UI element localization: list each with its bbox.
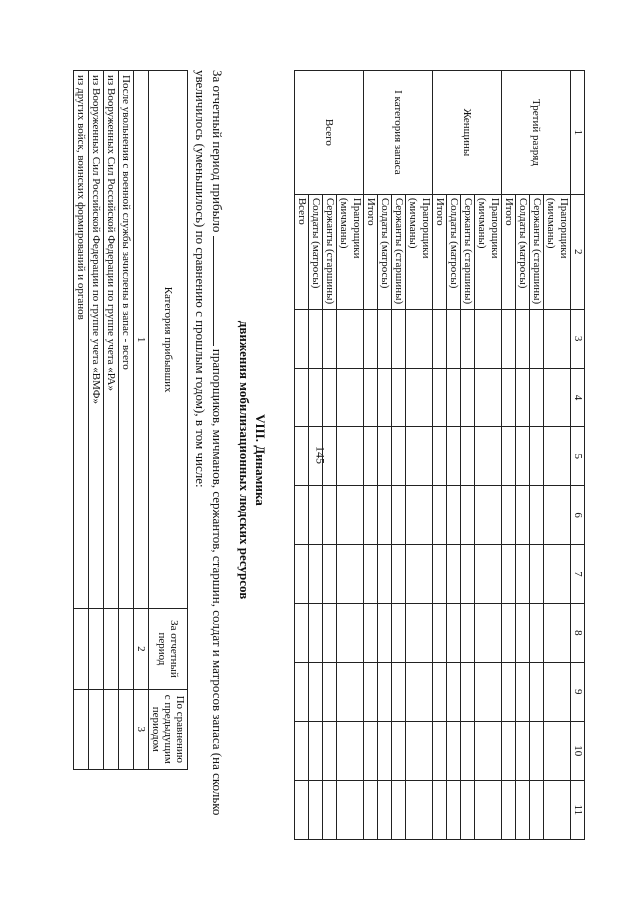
empty-value-cell[interactable]	[392, 780, 406, 839]
table-row	[544, 71, 571, 840]
empty-value-cell[interactable]	[309, 721, 323, 780]
empty-value-cell[interactable]	[378, 427, 392, 486]
empty-value-cell[interactable]	[309, 427, 323, 486]
empty-value-cell[interactable]	[447, 309, 461, 368]
empty-value-cell[interactable]	[337, 309, 364, 368]
empty-value-cell[interactable]	[447, 545, 461, 604]
empty-value-cell[interactable]	[544, 721, 571, 780]
rank-cell: Итого	[364, 194, 378, 309]
empty-value-cell[interactable]	[406, 486, 433, 545]
empty-value-cell[interactable]	[530, 721, 544, 780]
table-row	[475, 71, 502, 840]
empty-value-cell[interactable]	[337, 603, 364, 662]
empty-value-cell[interactable]	[406, 427, 433, 486]
empty-value-cell[interactable]	[104, 609, 119, 689]
empty-value-cell[interactable]	[516, 780, 530, 839]
empty-value-cell[interactable]	[364, 427, 378, 486]
empty-value-cell[interactable]	[364, 603, 378, 662]
empty-value-cell[interactable]	[323, 309, 337, 368]
section-title-line1: VIII. Динамика	[253, 414, 268, 506]
dynamics-header-category: Категория прибывших	[149, 71, 188, 609]
empty-value-cell[interactable]	[406, 545, 433, 604]
empty-value-cell[interactable]	[406, 309, 433, 368]
rank-cell: Итого	[433, 194, 447, 309]
empty-value-cell[interactable]	[323, 486, 337, 545]
empty-value-cell[interactable]	[89, 689, 104, 769]
empty-value-cell[interactable]	[433, 427, 447, 486]
dynamics-header-comparison: По сравнению с предыдущим периодом	[149, 689, 188, 769]
grid-header-cell: 11	[571, 780, 585, 839]
empty-value-cell[interactable]	[295, 721, 309, 780]
empty-value-cell[interactable]	[530, 545, 544, 604]
dynamics-body	[74, 71, 134, 770]
empty-value-cell[interactable]	[461, 486, 475, 545]
empty-value-cell[interactable]	[544, 486, 571, 545]
grid-header-cell: 4	[571, 368, 585, 427]
paragraph-part1: За отчетный период прибыло	[210, 70, 225, 233]
grid-header-cell: 10	[571, 721, 585, 780]
dynamics-table	[73, 70, 188, 770]
empty-value-cell[interactable]	[323, 780, 337, 839]
rank-cell: Прапорщики (мичманы)	[406, 194, 433, 309]
empty-value-cell[interactable]	[475, 309, 502, 368]
empty-value-cell[interactable]	[447, 603, 461, 662]
empty-value-cell[interactable]	[447, 427, 461, 486]
paragraph-part2: прапорщиков, мичманов, сержантов, старшин, солдат и матросов запаса	[210, 348, 225, 750]
empty-value-cell[interactable]	[309, 662, 323, 721]
empty-value-cell[interactable]	[337, 662, 364, 721]
table-row	[89, 71, 104, 770]
paragraph-part3: (на сколько увеличилось (уменьшилось) по сравнению с прошлым годом), в том числе:	[193, 70, 225, 816]
empty-value-cell[interactable]	[530, 603, 544, 662]
grid-header-cell: 8	[571, 603, 585, 662]
empty-value-cell[interactable]	[516, 603, 530, 662]
empty-value-cell[interactable]	[323, 368, 337, 427]
empty-value-cell[interactable]	[544, 603, 571, 662]
empty-value-cell[interactable]	[323, 603, 337, 662]
table-row	[406, 71, 433, 840]
empty-value-cell[interactable]	[309, 368, 323, 427]
empty-value-cell[interactable]	[364, 545, 378, 604]
empty-value-cell[interactable]	[502, 486, 516, 545]
empty-value-cell[interactable]	[378, 545, 392, 604]
dynamics-index-cell: 1	[134, 71, 149, 609]
empty-value-cell[interactable]	[544, 545, 571, 604]
empty-value-cell[interactable]	[392, 486, 406, 545]
empty-value-cell[interactable]	[406, 721, 433, 780]
category-cell: Женщины	[433, 71, 502, 195]
dynamics-category-cell: После увольнения с военной службы зачислены в запас - всего	[119, 71, 134, 609]
empty-value-cell[interactable]	[433, 309, 447, 368]
empty-value-cell[interactable]	[309, 780, 323, 839]
empty-value-cell[interactable]	[295, 545, 309, 604]
empty-value-cell[interactable]	[364, 486, 378, 545]
empty-value-cell[interactable]	[337, 780, 364, 839]
empty-value-cell[interactable]	[378, 603, 392, 662]
empty-value-cell[interactable]	[392, 662, 406, 721]
section-title	[236, 70, 268, 850]
empty-value-cell[interactable]	[433, 486, 447, 545]
empty-value-cell[interactable]	[475, 486, 502, 545]
category-cell: Третий разряд	[502, 71, 571, 195]
empty-value-cell[interactable]	[530, 486, 544, 545]
empty-value-cell[interactable]	[378, 662, 392, 721]
table-row	[74, 71, 89, 770]
grid-header-cell: 3	[571, 309, 585, 368]
empty-value-cell[interactable]	[378, 780, 392, 839]
empty-value-cell[interactable]	[119, 689, 134, 769]
empty-value-cell[interactable]	[295, 309, 309, 368]
dynamics-index-cell: 2	[134, 609, 149, 689]
empty-value-cell[interactable]	[530, 662, 544, 721]
reserve-grid-table	[294, 70, 585, 840]
empty-value-cell[interactable]	[502, 662, 516, 721]
empty-value-cell[interactable]	[295, 486, 309, 545]
empty-value-cell[interactable]	[406, 780, 433, 839]
empty-value-cell[interactable]	[502, 545, 516, 604]
empty-value-cell[interactable]	[516, 486, 530, 545]
empty-value-cell[interactable]	[447, 662, 461, 721]
page-number: 145	[313, 446, 328, 464]
empty-value-cell[interactable]	[502, 309, 516, 368]
empty-value-cell[interactable]	[530, 309, 544, 368]
empty-value-cell[interactable]	[392, 309, 406, 368]
rank-cell: Сержанты (старшины)	[392, 194, 406, 309]
empty-value-cell[interactable]	[502, 603, 516, 662]
empty-value-cell[interactable]	[433, 545, 447, 604]
empty-value-cell[interactable]	[433, 662, 447, 721]
rank-cell: Итого	[502, 194, 516, 309]
empty-value-cell[interactable]	[461, 427, 475, 486]
dynamics-index-cell: 3	[134, 689, 149, 769]
page-content	[55, 70, 585, 850]
empty-value-cell[interactable]	[475, 545, 502, 604]
rank-cell: Солдаты (матросы)	[309, 194, 323, 309]
empty-value-cell[interactable]	[337, 721, 364, 780]
empty-value-cell[interactable]	[544, 368, 571, 427]
empty-value-cell[interactable]	[378, 368, 392, 427]
rank-cell: Прапорщики (мичманы)	[475, 194, 502, 309]
empty-value-cell[interactable]	[447, 721, 461, 780]
empty-value-cell[interactable]	[433, 368, 447, 427]
empty-value-cell[interactable]	[406, 662, 433, 721]
rank-cell: Всего	[295, 194, 309, 309]
empty-value-cell[interactable]	[447, 780, 461, 839]
grid-header-cell: 5	[571, 427, 585, 486]
rank-cell: Солдаты (матросы)	[447, 194, 461, 309]
empty-value-cell[interactable]	[433, 603, 447, 662]
empty-value-cell[interactable]	[475, 368, 502, 427]
empty-value-cell[interactable]	[378, 721, 392, 780]
empty-value-cell[interactable]	[323, 662, 337, 721]
rank-cell: Сержанты (старшины)	[323, 194, 337, 309]
dynamics-category-cell: из Вооруженных Сил Российской Федерации по группе учета «РА»	[104, 71, 119, 609]
empty-value-cell[interactable]	[544, 780, 571, 839]
grid-header-cell: 7	[571, 545, 585, 604]
empty-value-cell[interactable]	[74, 689, 89, 769]
empty-value-cell[interactable]	[364, 780, 378, 839]
grid-header-row	[571, 71, 585, 840]
empty-value-cell[interactable]	[544, 427, 571, 486]
empty-value-cell[interactable]	[461, 545, 475, 604]
section-title-line2: движения мобилизационных людских ресурсов	[237, 320, 252, 600]
rank-cell: Сержанты (старшины)	[461, 194, 475, 309]
empty-value-cell[interactable]	[406, 603, 433, 662]
empty-value-cell[interactable]	[461, 662, 475, 721]
empty-value-cell[interactable]	[516, 545, 530, 604]
rank-cell: Солдаты (матросы)	[516, 194, 530, 309]
empty-value-cell[interactable]	[309, 486, 323, 545]
empty-value-cell[interactable]	[433, 721, 447, 780]
empty-value-cell[interactable]	[74, 609, 89, 689]
empty-value-cell[interactable]	[502, 427, 516, 486]
empty-value-cell[interactable]	[502, 368, 516, 427]
empty-value-cell[interactable]	[461, 309, 475, 368]
empty-value-cell[interactable]	[337, 427, 364, 486]
dynamics-category-cell: из Вооруженных Сил Российской Федерации по группе учета «ВМФ»	[89, 71, 104, 609]
empty-value-cell[interactable]	[544, 309, 571, 368]
category-cell: I категория запаса	[364, 71, 433, 195]
table-row	[104, 71, 119, 770]
empty-value-cell[interactable]	[364, 662, 378, 721]
empty-value-cell[interactable]	[461, 368, 475, 427]
table-row	[119, 71, 134, 770]
empty-value-cell[interactable]	[309, 309, 323, 368]
grid-header-cell: 9	[571, 662, 585, 721]
rank-cell: Прапорщики (мичманы)	[544, 194, 571, 309]
empty-value-cell[interactable]	[364, 368, 378, 427]
grid-header-cell: 1	[571, 71, 585, 195]
empty-value-cell[interactable]	[475, 427, 502, 486]
empty-value-cell[interactable]	[378, 309, 392, 368]
empty-value-cell[interactable]	[461, 780, 475, 839]
empty-value-cell[interactable]	[475, 662, 502, 721]
empty-value-cell[interactable]	[502, 780, 516, 839]
empty-value-cell[interactable]	[323, 427, 337, 486]
category-cell: Всего	[295, 71, 364, 195]
empty-value-cell[interactable]	[447, 486, 461, 545]
arrivals-blank-field[interactable]	[213, 236, 224, 346]
empty-value-cell[interactable]	[475, 721, 502, 780]
empty-value-cell[interactable]	[475, 603, 502, 662]
empty-value-cell[interactable]	[392, 427, 406, 486]
rank-cell: Прапорщики (мичманы)	[337, 194, 364, 309]
dynamics-header-period: За отчетный период	[149, 609, 188, 689]
arrivals-paragraph	[192, 70, 226, 850]
empty-value-cell[interactable]	[447, 368, 461, 427]
empty-value-cell[interactable]	[516, 309, 530, 368]
empty-value-cell[interactable]	[337, 368, 364, 427]
empty-value-cell[interactable]	[392, 721, 406, 780]
empty-value-cell[interactable]	[530, 780, 544, 839]
empty-value-cell[interactable]	[364, 721, 378, 780]
empty-value-cell[interactable]	[104, 689, 119, 769]
rank-cell: Сержанты (старшины)	[530, 194, 544, 309]
empty-value-cell[interactable]	[364, 309, 378, 368]
empty-value-cell[interactable]	[295, 780, 309, 839]
empty-value-cell[interactable]	[530, 427, 544, 486]
table-row	[337, 71, 364, 840]
empty-value-cell[interactable]	[337, 486, 364, 545]
rank-cell: Солдаты (матросы)	[378, 194, 392, 309]
empty-value-cell[interactable]	[516, 427, 530, 486]
empty-value-cell[interactable]	[502, 721, 516, 780]
grid-body	[295, 71, 571, 840]
empty-value-cell[interactable]	[309, 545, 323, 604]
empty-value-cell[interactable]	[337, 545, 364, 604]
empty-value-cell[interactable]	[378, 486, 392, 545]
empty-value-cell[interactable]	[516, 662, 530, 721]
empty-value-cell[interactable]	[295, 603, 309, 662]
empty-value-cell[interactable]	[461, 603, 475, 662]
empty-value-cell[interactable]	[119, 609, 134, 689]
empty-value-cell[interactable]	[89, 609, 104, 689]
empty-value-cell[interactable]	[295, 427, 309, 486]
empty-value-cell[interactable]	[516, 721, 530, 780]
empty-value-cell[interactable]	[461, 721, 475, 780]
empty-value-cell[interactable]	[433, 780, 447, 839]
grid-header-cell: 6	[571, 486, 585, 545]
empty-value-cell[interactable]	[323, 545, 337, 604]
empty-value-cell[interactable]	[309, 603, 323, 662]
empty-value-cell[interactable]	[323, 721, 337, 780]
empty-value-cell[interactable]	[392, 368, 406, 427]
empty-value-cell[interactable]	[530, 368, 544, 427]
empty-value-cell[interactable]	[475, 780, 502, 839]
empty-value-cell[interactable]	[295, 662, 309, 721]
empty-value-cell[interactable]	[406, 368, 433, 427]
grid-header-cell: 2	[571, 194, 585, 309]
empty-value-cell[interactable]	[516, 368, 530, 427]
empty-value-cell[interactable]	[544, 662, 571, 721]
empty-value-cell[interactable]	[295, 368, 309, 427]
empty-value-cell[interactable]	[392, 545, 406, 604]
empty-value-cell[interactable]	[392, 603, 406, 662]
dynamics-index-row	[134, 71, 149, 770]
dynamics-category-cell: из других войск, воинских формирований и органов	[74, 71, 89, 609]
dynamics-header-row	[149, 71, 188, 770]
